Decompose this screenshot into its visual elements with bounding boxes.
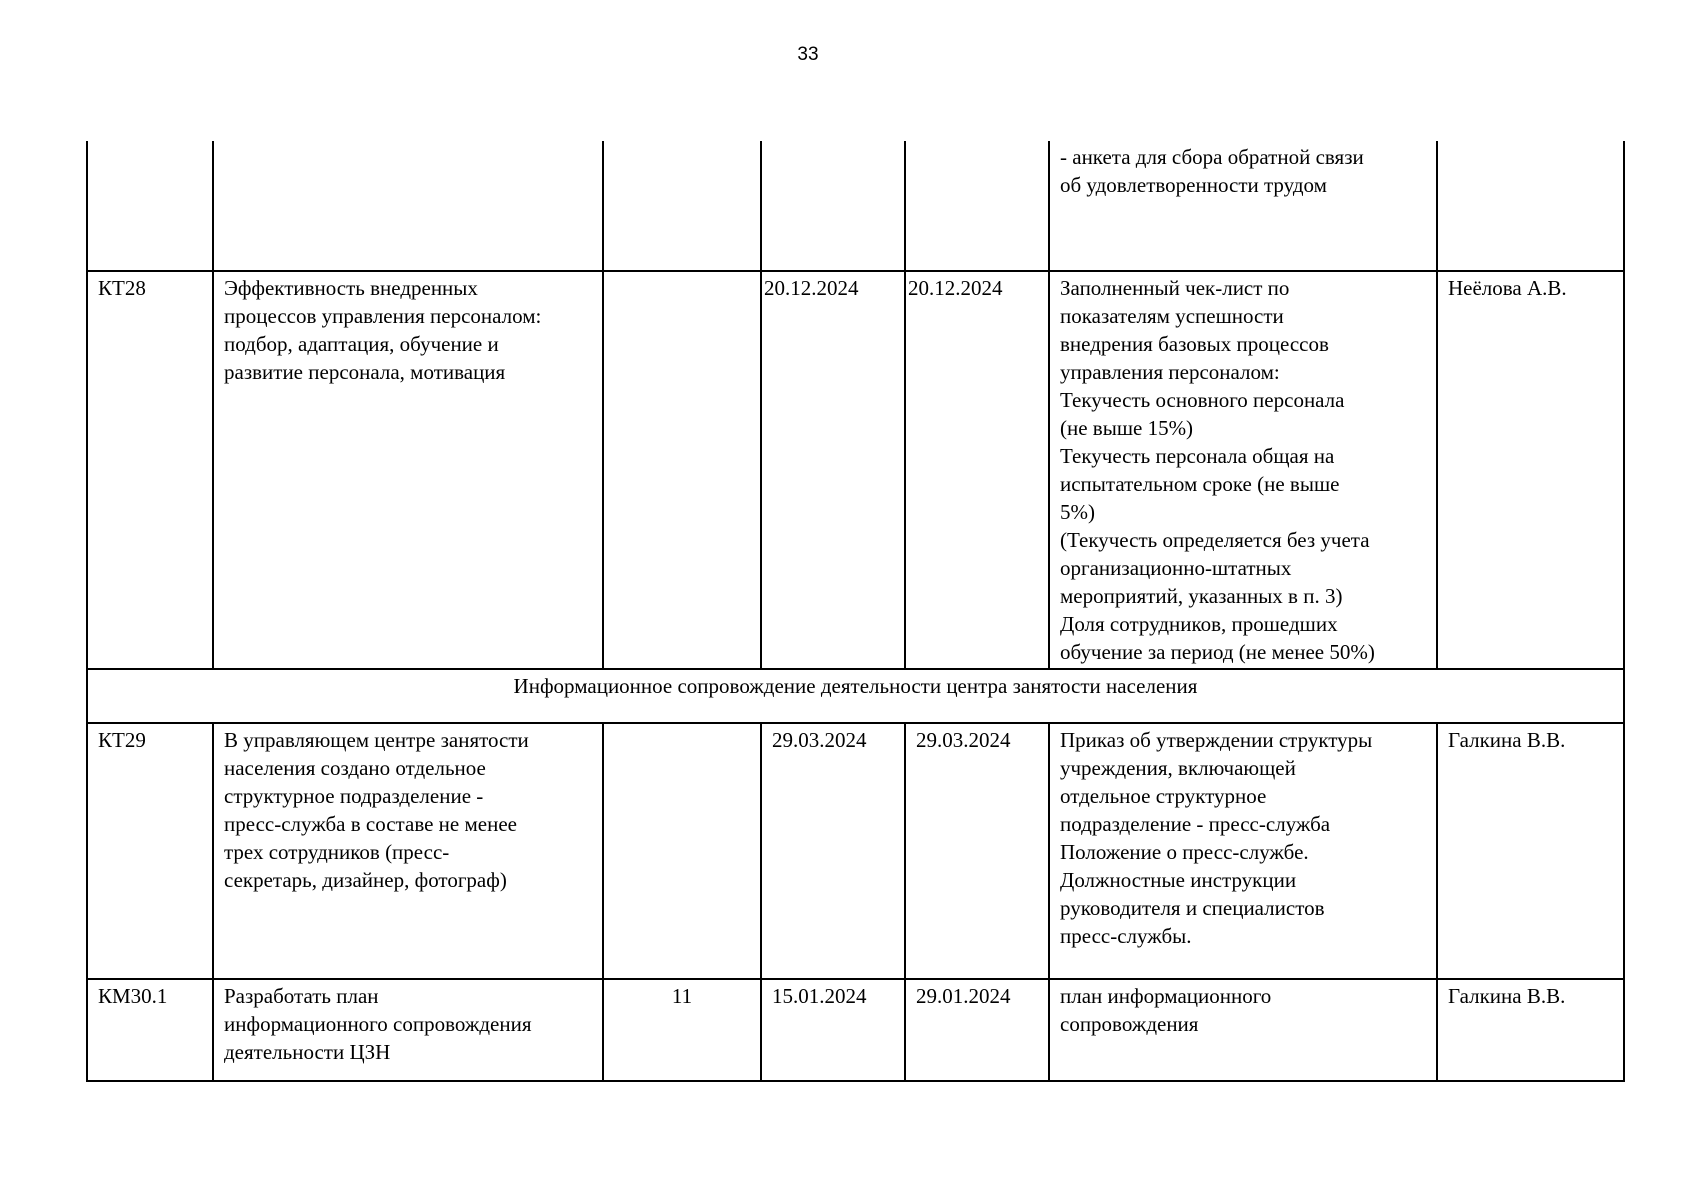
result-line: Заполненный чек-лист по bbox=[1060, 276, 1290, 300]
cell-start-date: 29.03.2024 bbox=[761, 723, 905, 979]
result-line: (не выше 15%) bbox=[1060, 416, 1194, 440]
result-line: Должностные инструкции bbox=[1060, 868, 1297, 892]
cell-id: КТ29 bbox=[87, 723, 213, 979]
result-line: руководителя и специалистов bbox=[1060, 896, 1325, 920]
title-line: развитие персонала, мотивация bbox=[224, 360, 506, 384]
cell-id: КМ30.1 bbox=[87, 979, 213, 1081]
result-line: Доля сотрудников, прошедших bbox=[1060, 612, 1338, 636]
cell-start-date: 20.12.2024 bbox=[761, 271, 905, 669]
result-line: показателям успешности bbox=[1060, 304, 1284, 328]
cell-result bbox=[1049, 271, 1437, 669]
result-line: испытательном сроке (не выше bbox=[1060, 472, 1340, 496]
page-number: 33 bbox=[797, 44, 819, 65]
result-line: внедрения базовых процессов bbox=[1060, 332, 1329, 356]
plan-table bbox=[86, 141, 1625, 1082]
title-line: Разработать план bbox=[224, 984, 379, 1008]
cell-result bbox=[1049, 723, 1437, 979]
cell-responsible: Неёлова А.В. bbox=[1437, 271, 1624, 669]
title-line: подбор, адаптация, обучение и bbox=[224, 332, 499, 356]
result-line: - анкета для сбора обратной связи bbox=[1060, 145, 1364, 169]
result-line: план информационного bbox=[1060, 984, 1272, 1008]
title-line: процессов управления персоналом: bbox=[224, 304, 542, 328]
result-line: пресс-службы. bbox=[1060, 924, 1192, 948]
cell-id: КТ28 bbox=[87, 271, 213, 669]
result-line: Приказ об утверждении структуры bbox=[1060, 728, 1373, 752]
title-line: населения создано отдельное bbox=[224, 756, 486, 780]
result-line: обучение за период (не менее 50%) bbox=[1060, 640, 1375, 664]
result-line: подразделение - пресс-служба bbox=[1060, 812, 1331, 836]
cell-responsible: Галкина В.В. bbox=[1437, 979, 1624, 1081]
cell-end-date: 29.03.2024 bbox=[905, 723, 1049, 979]
result-line: управления персоналом: bbox=[1060, 360, 1280, 384]
table-row-continuation bbox=[87, 141, 1624, 271]
cell-title bbox=[213, 723, 603, 979]
title-line: В управляющем центре занятости bbox=[224, 728, 529, 752]
title-line: структурное подразделение - bbox=[224, 784, 484, 808]
title-line: Эффективность внедренных bbox=[224, 276, 478, 300]
cell-result bbox=[1049, 141, 1437, 271]
result-line: отдельное структурное bbox=[1060, 784, 1267, 808]
cell-ref: 11 bbox=[603, 979, 761, 1081]
title-line: секретарь, дизайнер, фотограф) bbox=[224, 868, 507, 892]
title-line: трех сотрудников (пресс- bbox=[224, 840, 450, 864]
result-line: организационно-штатных bbox=[1060, 556, 1292, 580]
table-row-km30-1 bbox=[87, 979, 1624, 1081]
section-heading: Информационное сопровождение деятельности центра занятости населения bbox=[87, 669, 1624, 723]
cell-responsible: Галкина В.В. bbox=[1437, 723, 1624, 979]
cell-ref bbox=[603, 271, 761, 669]
cell-responsible bbox=[1437, 141, 1624, 271]
cell-result bbox=[1049, 979, 1437, 1081]
cell-title bbox=[213, 271, 603, 669]
table-row-kt29 bbox=[87, 723, 1624, 979]
cell-end-date: 20.12.2024 bbox=[905, 271, 1049, 669]
result-line: сопровождения bbox=[1060, 1012, 1199, 1036]
result-line: об удовлетворенности трудом bbox=[1060, 173, 1327, 197]
cell-start-date: 15.01.2024 bbox=[761, 979, 905, 1081]
result-line: Положение о пресс-службе. bbox=[1060, 840, 1309, 864]
section-row bbox=[87, 669, 1624, 723]
result-line: (Текучесть определяется без учета bbox=[1060, 528, 1370, 552]
result-line: мероприятий, указанных в п. 3) bbox=[1060, 584, 1343, 608]
result-line: Текучесть персонала общая на bbox=[1060, 444, 1335, 468]
cell-ref bbox=[603, 141, 761, 271]
cell-start-date bbox=[761, 141, 905, 271]
cell-title bbox=[213, 141, 603, 271]
cell-title bbox=[213, 979, 603, 1081]
title-line: пресс-служба в составе не менее bbox=[224, 812, 517, 836]
cell-id bbox=[87, 141, 213, 271]
title-line: деятельности ЦЗН bbox=[224, 1040, 391, 1064]
result-line: 5%) bbox=[1060, 500, 1095, 524]
cell-end-date: 29.01.2024 bbox=[905, 979, 1049, 1081]
table-row-kt28 bbox=[87, 271, 1624, 669]
cell-end-date bbox=[905, 141, 1049, 271]
cell-ref bbox=[603, 723, 761, 979]
result-line: Текучесть основного персонала bbox=[1060, 388, 1345, 412]
title-line: информационного сопровождения bbox=[224, 1012, 532, 1036]
result-line: учреждения, включающей bbox=[1060, 756, 1296, 780]
